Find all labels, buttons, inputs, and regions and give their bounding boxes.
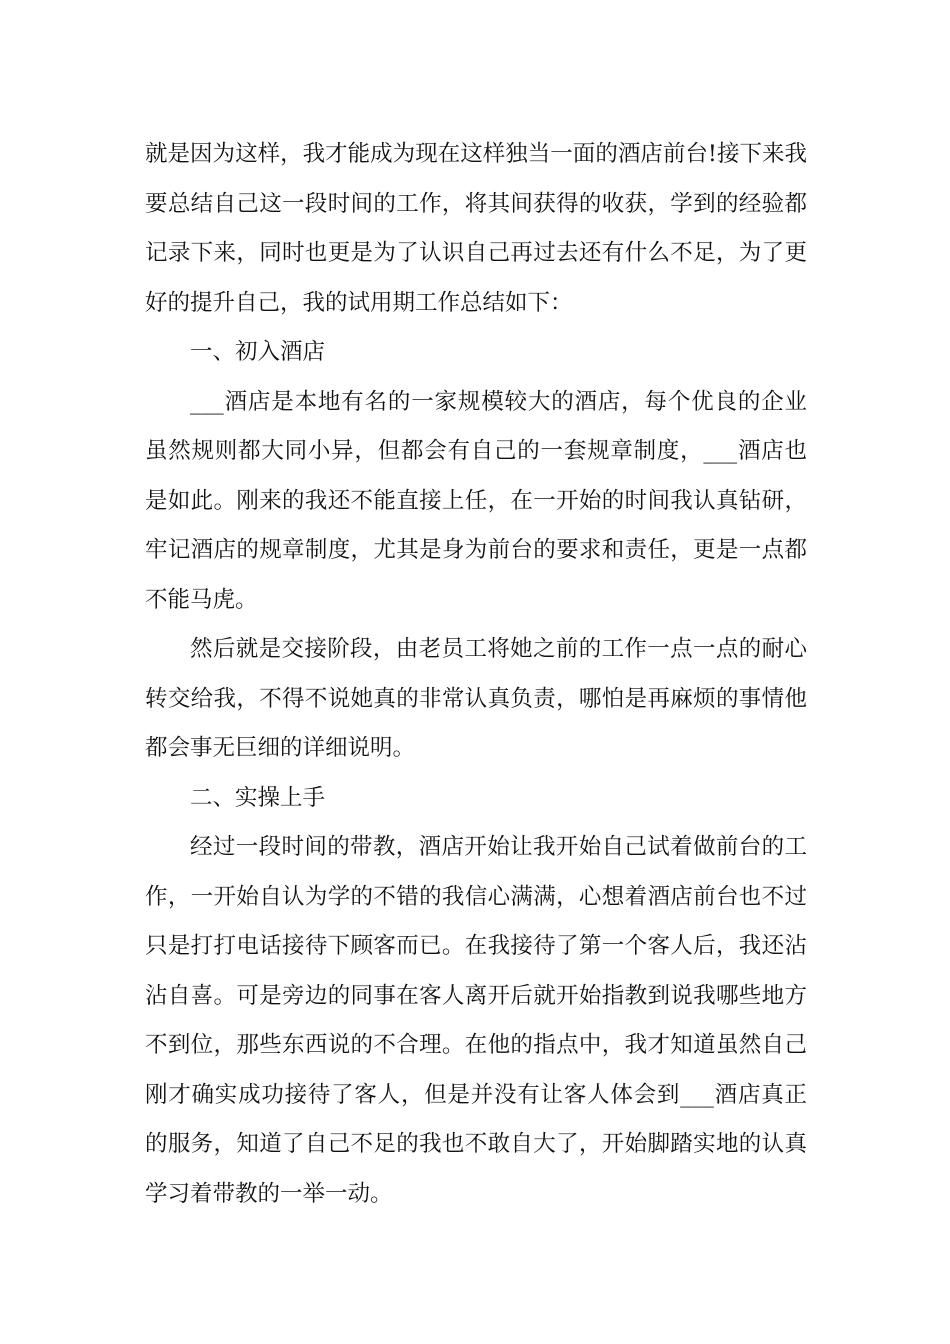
section-heading-2: 二、实操上手 [190, 784, 326, 811]
paragraph-hotel-intro: ___酒店是本地有名的一家规模较大的酒店，每个优良的企业虽然规则都大同小异，但都会有自己的一套规章制度，___酒店也是如此。刚来的我还不能直接上任，在一开始的时间我认真钻研，牢记酒店的规章制度，尤其是身为前台的要求和责任，更是一点都不能马虎。 [145, 388, 807, 613]
paragraph-practice: 经过一段时间的带教，酒店开始让我开始自己试着做前台的工作，一开始自认为学的不错的我信心满满，心想着酒店前台也不过只是打打电话接待下顾客而已。在我接待了第一个客人后，我还沾沾自喜。可是旁边的同事在客人离开后就开始指教到说我哪些地方不到位，那些东西说的不合理。在他的指点中，我才知道虽然自己刚才确实成功接待了客人，但是并没有让客人体会到___酒店真正的服务，知道了自己不足的我也不敢自大了，开始脚踏实地的认真学习着带教的一举一动。 [145, 834, 807, 1207]
section-heading-1: 一、初入酒店 [190, 339, 326, 365]
paragraph-intro: 就是因为这样，我才能成为现在这样独当一面的酒店前台!接下来我要总结自己这一段时间的工作，将其间获得的收获，学到的经验都记录下来，同时也更是为了认识自己再过去还有什么不足，为了更好的提升自己，我的试用期工作总结如下： [145, 141, 807, 316]
paragraph-handover: 然后就是交接阶段，由老员工将她之前的工作一点一点的耐心转交给我，不得不说她真的非常认真负责，哪怕是再麻烦的事情他都会事无巨细的详细说明。 [145, 636, 807, 761]
document-body [145, 130, 807, 1219]
